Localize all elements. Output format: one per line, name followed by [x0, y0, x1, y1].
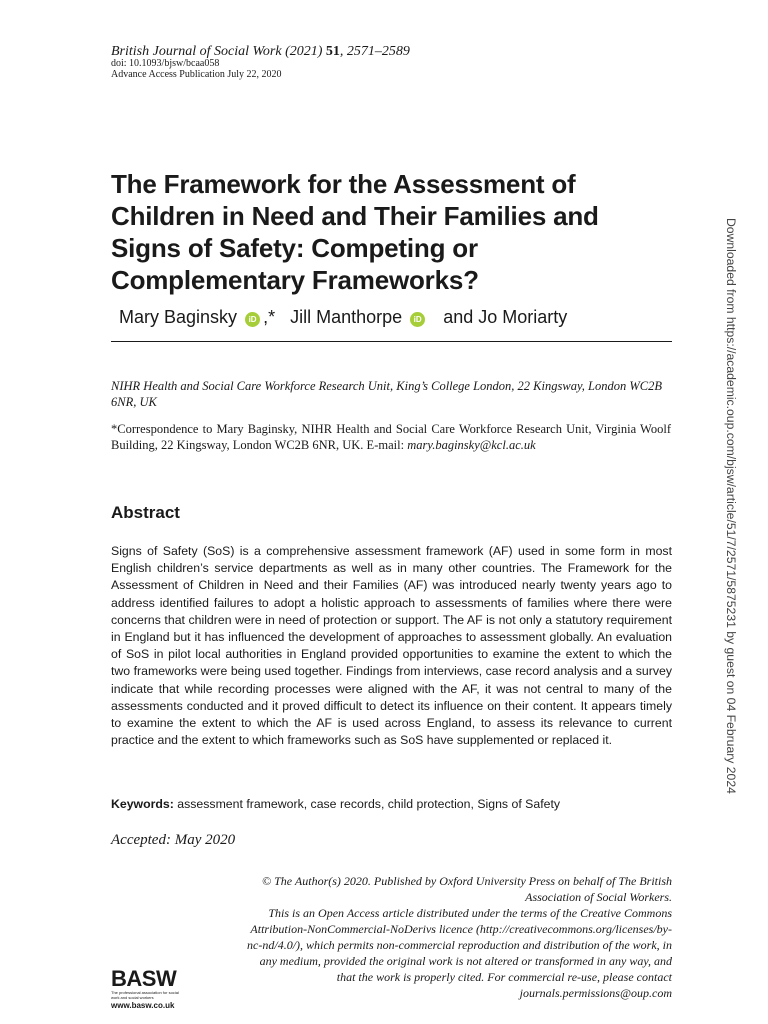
basw-url[interactable]: www.basw.co.uk: [111, 1001, 175, 1010]
correspondence: [111, 421, 671, 453]
journal-pages: , 2571–2589: [339, 44, 410, 59]
keywords-list: assessment framework, case records, child protection, Signs of Safety: [177, 797, 561, 811]
correspondence-email[interactable]: mary.baginsky@kcl.ac.uk: [407, 438, 536, 452]
copyright-line: © The Author(s) 2020. Published by Oxford University Press on behalf of The British Association of Social Workers.: [262, 874, 672, 904]
publication-date: Advance Access Publication July 22, 2020: [111, 69, 282, 80]
author-moriarty[interactable]: and Jo Moriarty: [443, 307, 568, 327]
basw-tagline: The professional association for social work and social workers: [111, 990, 179, 1000]
title-divider: [111, 341, 672, 342]
author-manthorpe[interactable]: Jill Manthorpe: [290, 307, 403, 327]
author-corresponding-mark: ,*: [263, 307, 276, 327]
doi[interactable]: doi: 10.1093/bjsw/bcaa058: [111, 58, 220, 69]
author-list: [119, 307, 567, 328]
correspondence-text: *Correspondence to Mary Baginsky, NIHR Health and Social Care Workforce Research Unit, Virginia Woolf Building, 22 Kingsway, London WC2B 6NR, UK. E-mail:: [111, 422, 671, 452]
abstract-heading: Abstract: [111, 503, 180, 522]
license-notice: [240, 873, 672, 1001]
open-access-line: This is an Open Access article distributed under the terms of the Creative Commons Attribution-NonCommercial-NoDerivs licence (http://creativecommons.org/licenses/by-nc-nd/4.0/), which permits non-commercial reproduction and distribution of the work, in any medium, provided the original work is not altered or transformed in any way, and that the work is properly cited. For commercial re-use, please contact journals.permissions@oup.com: [247, 906, 672, 1000]
orcid-icon[interactable]: iD: [410, 312, 425, 327]
abstract-text: Signs of Safety (SoS) is a comprehensive assessment framework (AF) used in some form in most English children’s service departments as well as in many other countries. The Framework for the Assessment of Children in Need and their Families (AF) was introduced nearly twenty years ago to address identified failures to adopt a holistic approach to assessments of families where there were concerns that children were in need of protection or support. The AF is not only a statutory requirement in England but it has influenced the development of approaches to assessment globally. An evaluation of SoS in pilot local authorities in England provided opportunities to examine the extent to which the two frameworks were being used together. Findings from interviews, case record analysis and a survey indicate that while recording processes were aligned with the AF, it was not central to many of the assessments conducted and it proved difficult to detect its influence on their content. It appears timely to examine the extent to which the AF is used across England, to assess its relevance to current practice and the extent to which frameworks such as SoS have supplemented or replaced it.: [111, 544, 672, 748]
keywords-label: Keywords:: [111, 797, 174, 811]
author-baginsky[interactable]: Mary Baginsky: [119, 307, 238, 327]
journal-name: British Journal of Social Work (2021): [111, 44, 323, 59]
accepted-date: Accepted: May 2020: [111, 832, 236, 848]
affiliation: NIHR Health and Social Care Workforce Research Unit, King’s College London, 22 Kingsway, London WC2B 6NR, UK: [111, 379, 663, 409]
download-watermark: Downloaded from https://academic.oup.com/bjsw/article/51/7/2571/5875231 by guest on 04 February 2024: [724, 218, 738, 794]
article-title: The Framework for the Assessment of Children in Need and Their Families and Signs of Safety: Competing or Complementary Frameworks?: [111, 169, 599, 295]
keywords: [111, 797, 672, 811]
basw-logo: BASW: [111, 966, 177, 991]
journal-volume: 51: [325, 44, 340, 59]
orcid-icon[interactable]: iD: [245, 312, 260, 327]
